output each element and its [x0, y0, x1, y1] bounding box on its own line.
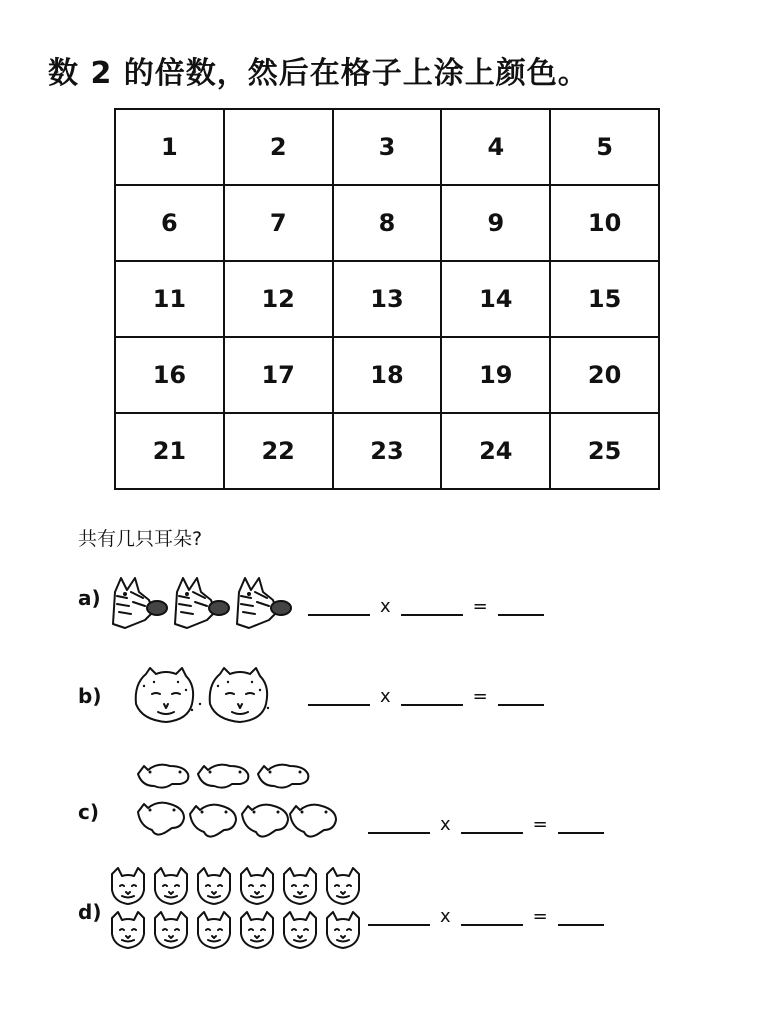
grid-cell[interactable]: 20	[550, 337, 659, 413]
answer-blank[interactable]	[368, 906, 430, 926]
grid-cell[interactable]: 4	[441, 109, 550, 185]
cheetah-icon	[210, 668, 269, 722]
grid-cell[interactable]: 10	[550, 185, 659, 261]
equals-sign: =	[532, 906, 548, 927]
times-sign: x	[380, 596, 391, 617]
cat-icon	[284, 912, 316, 948]
times-sign: x	[380, 686, 391, 707]
row-d-equation	[368, 906, 604, 926]
times-sign: x	[440, 906, 451, 927]
answer-blank[interactable]	[401, 596, 463, 616]
row-c-label: c)	[78, 800, 99, 824]
grid-cell[interactable]: 17	[224, 337, 333, 413]
times-sign: x	[440, 814, 451, 835]
grid-cell[interactable]: 24	[441, 413, 550, 489]
grid-cell[interactable]: 16	[115, 337, 224, 413]
grid-row	[115, 337, 659, 413]
row-a-equation	[308, 596, 544, 616]
grid-cell[interactable]: 15	[550, 261, 659, 337]
answer-blank[interactable]	[558, 906, 604, 926]
grid-cell[interactable]: 2	[224, 109, 333, 185]
hippo-icon	[198, 765, 248, 788]
row-b-equation	[308, 686, 544, 706]
answer-blank[interactable]	[461, 906, 523, 926]
grid-cell[interactable]: 25	[550, 413, 659, 489]
grid-cell[interactable]: 13	[333, 261, 442, 337]
grid-cell[interactable]: 3	[333, 109, 442, 185]
worksheet-title: 数 2 的倍数，然后在格子上涂上颜色。	[48, 56, 589, 91]
grid-cell[interactable]: 18	[333, 337, 442, 413]
zebra-icon	[113, 578, 167, 628]
grid-cell[interactable]: 9	[441, 185, 550, 261]
grid-cell[interactable]: 8	[333, 185, 442, 261]
answer-blank[interactable]	[461, 814, 523, 834]
cat-icon	[327, 868, 359, 904]
cheetah-icon	[136, 668, 201, 722]
grid-cell[interactable]: 21	[115, 413, 224, 489]
ears-question: 共有几只耳朵?	[78, 528, 203, 550]
cat-icon	[241, 912, 273, 948]
row-a-animals	[105, 572, 295, 632]
cat-icon	[284, 868, 316, 904]
grid-cell[interactable]: 14	[441, 261, 550, 337]
hippo-icon	[290, 805, 336, 837]
hippo-icon	[242, 805, 288, 837]
grid-cell[interactable]: 6	[115, 185, 224, 261]
cat-icon	[327, 912, 359, 948]
answer-blank[interactable]	[558, 814, 604, 834]
cat-icon	[198, 868, 230, 904]
equals-sign: =	[472, 686, 488, 707]
answer-blank[interactable]	[498, 596, 544, 616]
answer-blank[interactable]	[368, 814, 430, 834]
grid-cell[interactable]: 11	[115, 261, 224, 337]
row-b-label: b)	[78, 684, 102, 708]
cat-icon	[198, 912, 230, 948]
grid-row	[115, 413, 659, 489]
grid-cell[interactable]: 1	[115, 109, 224, 185]
row-d-animals	[108, 866, 364, 952]
row-d-label: d)	[78, 900, 102, 924]
hippo-icon	[190, 805, 236, 837]
zebra-icon	[237, 578, 291, 628]
grid-row	[115, 261, 659, 337]
cat-icon	[155, 912, 187, 948]
cat-icon	[112, 868, 144, 904]
answer-blank[interactable]	[498, 686, 544, 706]
grid-row	[115, 109, 659, 185]
grid-cell[interactable]: 12	[224, 261, 333, 337]
row-c-equation	[368, 814, 604, 834]
cat-icon	[112, 912, 144, 948]
equals-sign: =	[532, 814, 548, 835]
grid-cell[interactable]: 7	[224, 185, 333, 261]
row-b-animals	[130, 664, 280, 726]
answer-blank[interactable]	[401, 686, 463, 706]
answer-blank[interactable]	[308, 596, 370, 616]
answer-blank[interactable]	[308, 686, 370, 706]
zebra-icon	[175, 578, 229, 628]
row-a-label: a)	[78, 586, 101, 610]
number-grid	[114, 108, 660, 490]
hippo-icon	[138, 803, 184, 835]
hippo-icon	[258, 765, 308, 788]
equals-sign: =	[472, 596, 488, 617]
grid-cell[interactable]: 19	[441, 337, 550, 413]
grid-cell[interactable]: 22	[224, 413, 333, 489]
grid-row	[115, 185, 659, 261]
grid-cell[interactable]: 5	[550, 109, 659, 185]
hippo-icon	[138, 765, 188, 788]
grid-cell[interactable]: 23	[333, 413, 442, 489]
cat-icon	[241, 868, 273, 904]
row-c-animals	[130, 756, 340, 848]
cat-icon	[155, 868, 187, 904]
